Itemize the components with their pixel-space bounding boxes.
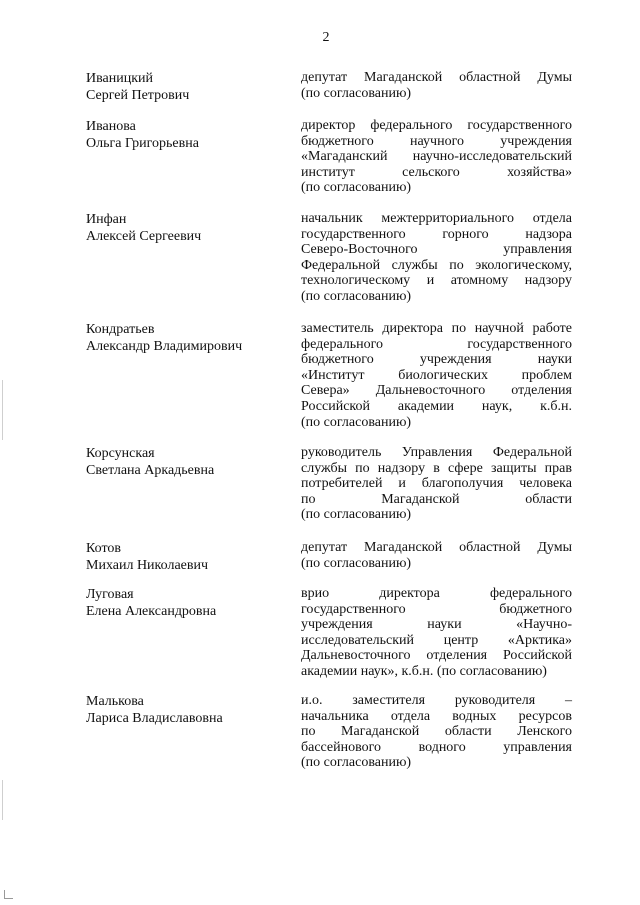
position-line: (по согласованию): [301, 180, 412, 196]
member-given-names: Михаил Николаевич: [86, 558, 209, 573]
member-given-names: Алексей Сергеевич: [86, 229, 202, 244]
corner-mark: [4, 890, 13, 899]
position-line: государственного бюджетного: [301, 601, 572, 617]
member-given-names: Ольга Григорьевна: [86, 136, 199, 151]
position-line: директор федерального государственного: [301, 118, 572, 133]
member-position: [301, 118, 572, 196]
member-surname: Иванова: [86, 119, 136, 134]
member-position: [301, 540, 572, 571]
position-line: бюджетного учреждения науки: [301, 352, 572, 368]
margin-rule: [2, 380, 3, 440]
member-given-names: Лариса Владиславовна: [86, 711, 223, 726]
member-position: [301, 586, 572, 680]
position-line: руководитель Управления Федеральной: [301, 445, 572, 460]
position-line: бассейнового водного управления: [301, 739, 572, 755]
member-name: [86, 445, 286, 479]
position-line: (по согласованию): [301, 555, 412, 571]
member-surname: Малькова: [86, 694, 144, 709]
member-name: [86, 211, 286, 245]
page-number: 2: [322, 30, 330, 45]
position-line: Севера» Дальневосточного отделения: [301, 383, 572, 399]
position-line: Дальневосточного отделения Российской: [301, 648, 572, 664]
margin-rule: [2, 780, 3, 820]
member-name: [86, 540, 286, 574]
position-line: Федеральной службы по экологическому,: [301, 257, 572, 273]
position-line: «Магаданский научно-исследовательский: [301, 149, 572, 165]
position-line: врио директора федерального: [301, 586, 572, 601]
position-line: технологическому и атомному надзору: [301, 273, 572, 289]
position-line: Российской академии наук, к.б.н.: [301, 398, 572, 414]
member-given-names: Елена Александровна: [86, 604, 217, 619]
position-line: начальника отдела водных ресурсов: [301, 708, 572, 724]
position-line: по Магаданской области: [301, 491, 572, 507]
position-line: и.о. заместителя руководителя –: [301, 693, 572, 708]
position-line: институт сельского хозяйства»: [301, 164, 572, 180]
position-line: (по согласованию): [301, 507, 412, 523]
position-line: заместитель директора по научной работе: [301, 321, 572, 336]
position-line: (по согласованию): [301, 755, 412, 771]
member-name: [86, 70, 286, 104]
position-line: (по согласованию): [301, 288, 412, 304]
member-position: [301, 321, 572, 430]
position-line: государственного горного надзора: [301, 226, 572, 242]
member-surname: Кондратьев: [86, 322, 155, 337]
position-line: по Магаданской области Ленского: [301, 724, 572, 740]
position-line: (по согласованию): [301, 85, 412, 101]
member-given-names: Александр Владимирович: [86, 339, 243, 354]
member-name: [86, 321, 286, 355]
position-line: потребителей и благополучия человека: [301, 476, 572, 492]
member-surname: Котов: [86, 541, 121, 556]
position-line: депутат Магаданской областной Думы: [301, 540, 572, 555]
position-line: «Институт биологических проблем: [301, 367, 572, 383]
member-given-names: Сергей Петрович: [86, 88, 190, 103]
position-line: Северо-Восточного управления: [301, 242, 572, 258]
member-surname: Иваницкий: [86, 71, 154, 86]
position-line: учреждения науки «Научно-: [301, 617, 572, 633]
position-line: начальник межтерриториального отдела: [301, 211, 572, 226]
member-position: [301, 211, 572, 305]
position-line: исследовательский центр «Арктика»: [301, 632, 572, 648]
position-line: (по согласованию): [301, 414, 412, 430]
member-surname: Инфан: [86, 212, 127, 227]
member-position: [301, 693, 572, 771]
member-surname: Корсунская: [86, 446, 155, 461]
member-position: [301, 445, 572, 523]
member-name: [86, 693, 286, 727]
position-line: академии наук», к.б.н. (по согласованию): [301, 663, 547, 679]
position-line: службы по надзору в сфере защиты прав: [301, 460, 572, 476]
position-line: депутат Магаданской областной Думы: [301, 70, 572, 85]
member-name: [86, 118, 286, 152]
position-line: бюджетного научного учреждения: [301, 133, 572, 149]
member-position: [301, 70, 572, 101]
member-given-names: Светлана Аркадьевна: [86, 463, 215, 478]
member-surname: Луговая: [86, 587, 134, 602]
position-line: федерального государственного: [301, 336, 572, 352]
member-name: [86, 586, 286, 620]
